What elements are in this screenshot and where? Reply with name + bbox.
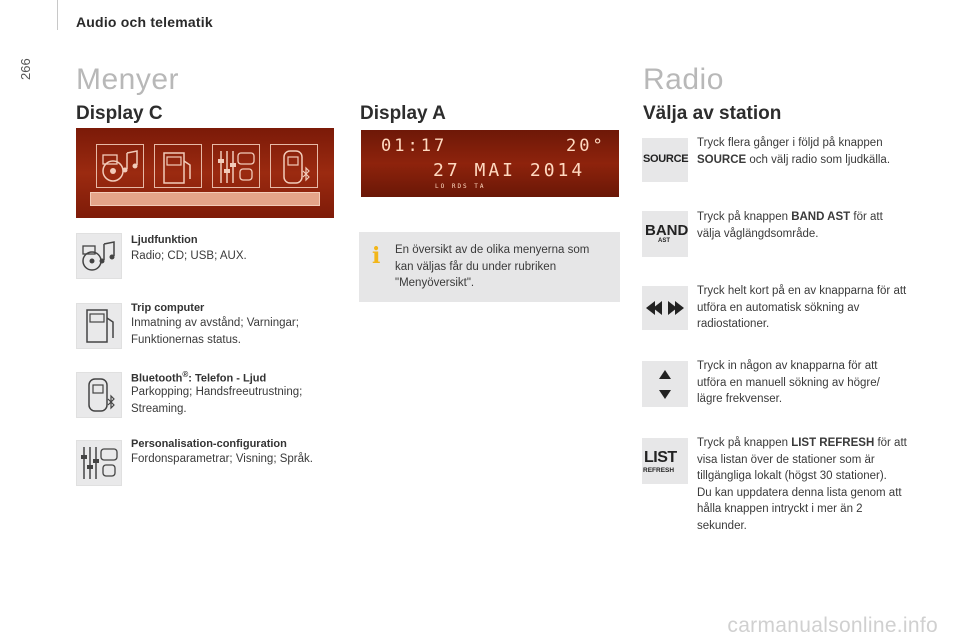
music-cd-icon: [77, 234, 121, 278]
item-settings-text: Fordonsparametrar; Visning; Språk.: [131, 453, 313, 465]
step-list-text: Tryck på knappen LIST REFRESH för att visa listan över de stationer som är tillgängliga lokalt (högst 30 stationer). Du kan uppdatera denna lista genom att hålla knappen intryckt i mer än 2 sekunder.: [697, 437, 907, 532]
seek-arrows-icon: [642, 286, 688, 330]
phone-bluetooth-icon: [271, 145, 317, 187]
item-trip-title: Trip computer: [131, 302, 205, 314]
step-manual-text: Tryck in någon av knapparna för att utföra en manuell sökning av högre/ lägre frekvenser.: [697, 360, 880, 405]
display-a-screen: [361, 130, 619, 197]
bluetooth-title-rest: : Telefon - Ljud: [188, 372, 267, 385]
source-button-thumb: [642, 138, 688, 182]
station-heading: Välja av station: [643, 103, 782, 124]
info-icon: i: [372, 243, 381, 269]
radio-title: Radio: [643, 63, 724, 96]
seek-button-thumb: [642, 286, 688, 330]
header-divider: [57, 0, 58, 30]
music-cd-icon: [97, 145, 143, 187]
fuel-pump-icon: [77, 304, 121, 348]
info-text: En översikt av de olika menyerna som kan väljas får du under rubriken "Menyöversikt".: [395, 244, 590, 289]
item-trip-text: Inmatning av avstånd; Varningar; Funktionernas status.: [131, 317, 299, 346]
source-button-label: SOURCE: [643, 153, 689, 165]
ast-button-label: AST: [658, 238, 670, 244]
page-number: 266: [18, 58, 33, 80]
step-seek-text: Tryck helt kort på en av knapparna för att utföra en automatisk sökning av radiostationer.: [697, 285, 907, 330]
settings-sliders-icon: [77, 441, 121, 485]
section-title: Audio och telematik: [76, 14, 213, 30]
item-audio-title: Ljudfunktion: [131, 234, 198, 246]
item-bluetooth-title: [131, 370, 266, 385]
refresh-button-label: REFRESH: [643, 467, 675, 474]
display-c-heading: Display C: [76, 103, 163, 124]
step-band-text: Tryck på knappen BAND AST för att välja våglängdsområde.: [697, 211, 883, 240]
display-a-heading: Display A: [360, 103, 446, 124]
audio-thumb: [76, 233, 122, 279]
item-bluetooth-text: Parkopping; Handsfreeutrustning; Streaming.: [131, 386, 303, 415]
band-button-thumb: [642, 211, 688, 257]
menus-title: Menyer: [76, 63, 180, 96]
updown-button-thumb: [642, 361, 688, 407]
display-flags: LO RDS TA: [435, 183, 486, 190]
trip-thumb: [76, 303, 122, 349]
up-down-arrows-icon: [642, 361, 688, 407]
list-button-thumb: [642, 438, 688, 484]
phone-bluetooth-icon: [77, 373, 121, 417]
display-c-audio-box: [96, 144, 144, 188]
fuel-pump-icon: [155, 145, 201, 187]
list-button-label: LIST: [644, 449, 677, 466]
display-c-settings-box: [212, 144, 260, 188]
watermark: carmanualsonline.info: [727, 614, 938, 637]
display-c-screen: [76, 128, 334, 218]
bluetooth-thumb: [76, 372, 122, 418]
band-button-label: BAND: [645, 222, 689, 239]
registered-mark: ®: [182, 370, 189, 379]
settings-sliders-icon: [213, 145, 259, 187]
display-c-phone-box: [270, 144, 318, 188]
display-temp: 20°: [566, 136, 606, 156]
display-time: 01:17: [381, 136, 448, 156]
step-source-text: Tryck flera gånger i följd på knappen SOURCE och välj radio som ljudkälla.: [697, 137, 891, 166]
settings-thumb: [76, 440, 122, 486]
display-c-trip-box: [154, 144, 202, 188]
display-c-selection-bar: [90, 192, 320, 206]
display-date: 27 MAI 2014: [433, 160, 586, 181]
bluetooth-title-main: Bluetooth: [131, 372, 183, 385]
item-settings-title: Personalisation-configuration: [131, 438, 287, 450]
item-audio-text: Radio; CD; USB; AUX.: [131, 250, 247, 262]
